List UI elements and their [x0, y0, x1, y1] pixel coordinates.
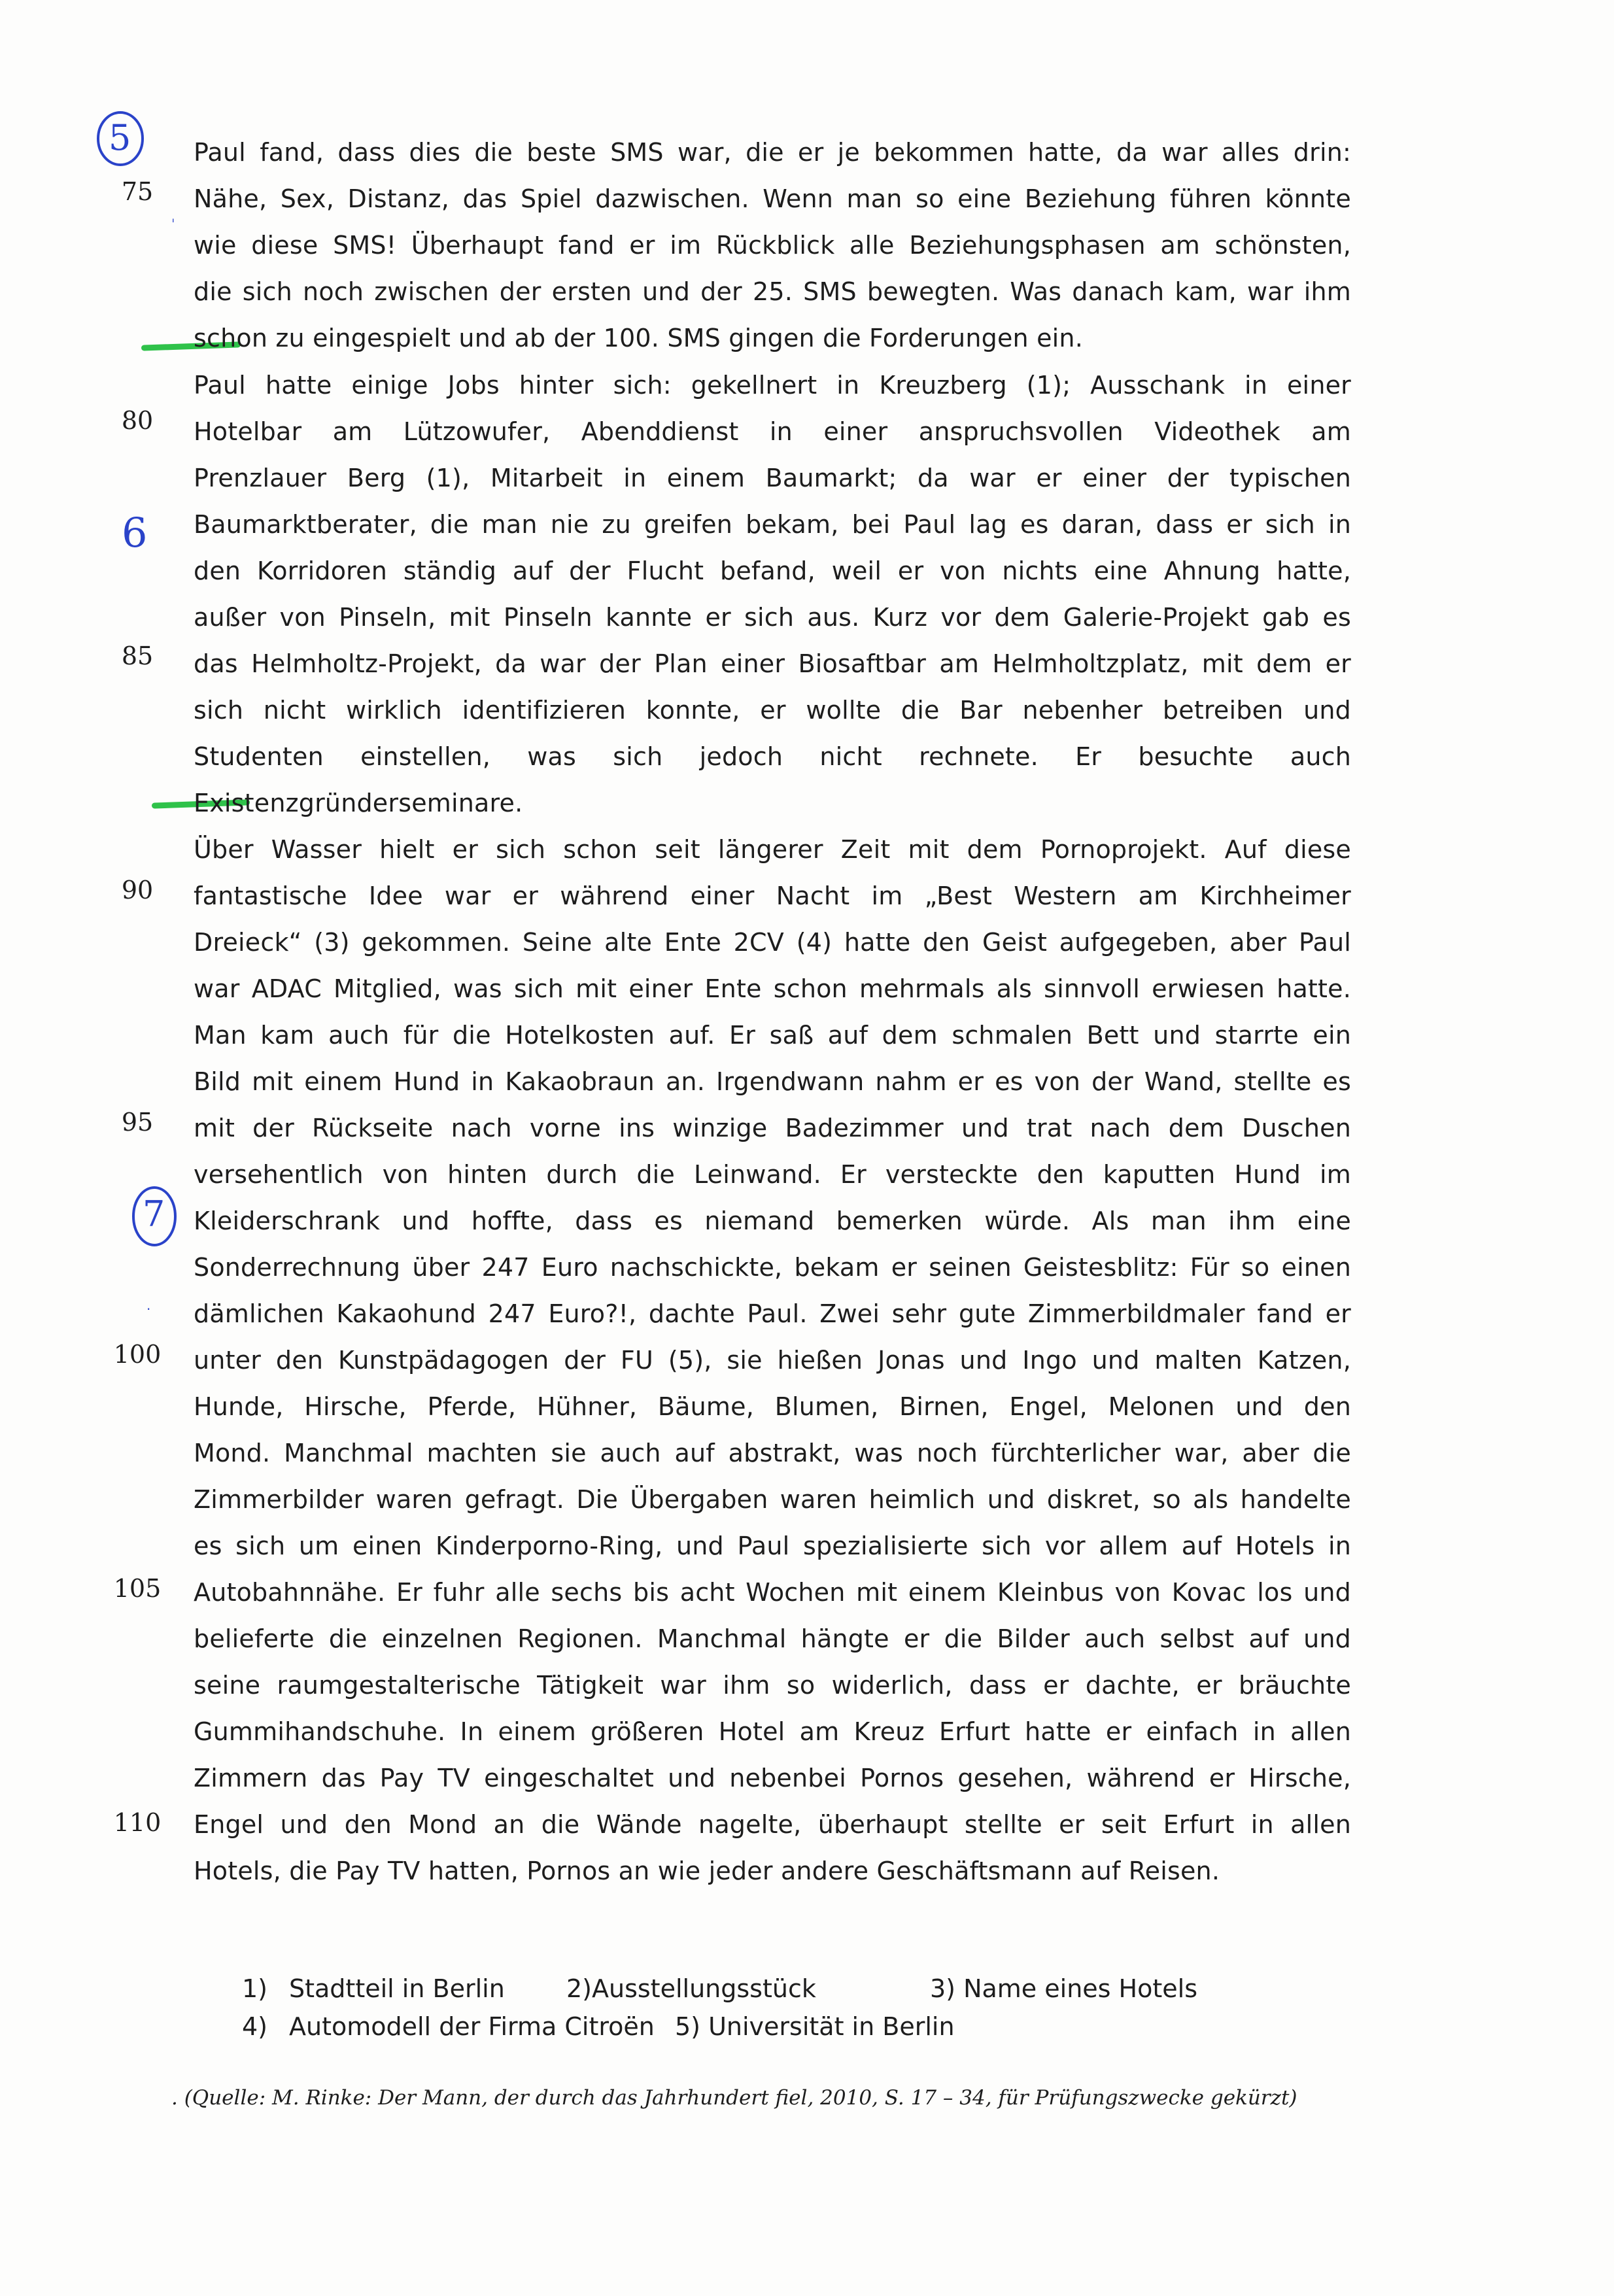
text-line: war ADAC Mitglied, was sich mit einer Ente schon mehrmals als sinnvoll erwiesen hatte.	[194, 974, 1351, 1003]
line-number: 100	[113, 1340, 162, 1369]
text-line: Hotels, die Pay TV hatten, Pornos an wie jeder andere Geschäftsmann auf Reisen.	[194, 1857, 1220, 1885]
text-line: Gummihandschuhe. In einem größeren Hotel am Kreuz Erfurt hatte er einfach in allen	[194, 1717, 1351, 1746]
text-line: Autobahnnähe. Er fuhr alle sechs bis acht Wochen mit einem Kleinbus von Kovac los und	[194, 1578, 1351, 1607]
text-line: Studenten einstellen, was sich jedoch nicht rechnete. Er besuchte auch	[194, 742, 1351, 771]
text-line: Dreieck“ (3) gekommen. Seine alte Ente 2CV (4) hatte den Geist aufgegeben, aber Paul	[194, 928, 1351, 957]
line-number: 85	[121, 642, 154, 670]
line-number: 90	[121, 876, 154, 904]
line-number: 110	[113, 1808, 162, 1837]
text-line: das Helmholtz-Projekt, da war der Plan einer Biosaftbar am Helmholtzplatz, mit dem er	[194, 649, 1351, 678]
source-citation: . (Quelle: M. Rinke: Der Mann, der durch das Jahrhundert fiel, 2010, S. 17 – 34, für Prüfungszwecke gekürzt)	[171, 2086, 1297, 2110]
text-line: Engel und den Mond an die Wände nagelte, überhaupt stellte er seit Erfurt in allen	[194, 1810, 1351, 1839]
pen-dot-mark: ·	[146, 1301, 151, 1317]
pen-tick-mark: ˌ	[171, 208, 175, 224]
handwritten-circled-number: 7	[128, 1182, 180, 1248]
text-line: den Korridoren ständig auf der Flucht befand, weil er von nichts eine Ahnung hatte,	[194, 557, 1351, 585]
text-line: fantastische Idee war er während einer Nacht im „Best Western am Kirchheimer	[194, 882, 1351, 910]
text-line: Paul fand, dass dies die beste SMS war, die er je bekommen hatte, da war alles drin:	[194, 138, 1351, 167]
handwritten-number: 6	[122, 509, 148, 557]
text-line: sich nicht wirklich identifizieren konnte, er wollte die Bar nebenher betreiben und	[194, 696, 1351, 725]
text-line: Kleiderschrank und hoffte, dass es niemand bemerken würde. Als man ihm eine	[194, 1207, 1351, 1235]
text-line: seine raumgestalterische Tätigkeit war ihm so widerlich, dass er dachte, er bräuchte	[194, 1671, 1351, 1700]
text-line: Über Wasser hielt er sich schon seit längerer Zeit mit dem Pornoprojekt. Auf diese	[194, 835, 1351, 864]
text-line: außer von Pinseln, mit Pinseln kannte er sich aus. Kurz vor dem Galerie-Projekt gab es	[194, 603, 1351, 632]
text-line: Prenzlauer Berg (1), Mitarbeit in einem Baumarkt; da war er einer der typischen	[194, 464, 1351, 492]
footnote-marker: 1)	[242, 1974, 268, 2003]
text-line: Mond. Manchmal machten sie auch auf abstrakt, was noch fürchterlicher war, aber die	[194, 1439, 1351, 1467]
line-number: 95	[121, 1108, 154, 1137]
text-line: es sich um einen Kinderporno-Ring, und Paul spezialisierte sich vor allem auf Hotels in	[194, 1532, 1351, 1560]
text-line: schon zu eingespielt und ab der 100. SMS gingen die Forderungen ein.	[194, 324, 1083, 352]
footnote-text: Stadtteil in Berlin	[289, 1974, 505, 2003]
text-line: dämlichen Kakaohund 247 Euro?!, dachte Paul. Zwei sehr gute Zimmerbildmaler fand er	[194, 1299, 1351, 1328]
text-line: unter den Kunstpädagogen der FU (5), sie hießen Jonas und Ingo und malten Katzen,	[194, 1346, 1351, 1375]
text-line: Bild mit einem Hund in Kakaobraun an. Irgendwann nahm er es von der Wand, stellte es	[194, 1067, 1351, 1096]
text-line: Zimmerbilder waren gefragt. Die Übergaben waren heimlich und diskret, so als handelte	[194, 1485, 1351, 1514]
text-line: belieferte die einzelnen Regionen. Manchmal hängte er die Bilder auch selbst auf und	[194, 1624, 1351, 1653]
text-line: Existenzgründerseminare.	[194, 789, 523, 817]
footnote-text: 2)Ausstellungsstück	[566, 1974, 816, 2003]
footnote-marker: 4)	[242, 2012, 268, 2041]
text-line: Paul hatte einige Jobs hinter sich: gekellnert in Kreuzberg (1); Ausschank in einer	[194, 371, 1351, 400]
line-number: 75	[121, 177, 154, 206]
handwritten-circled-number: 5	[92, 110, 150, 169]
text-line: Hotelbar am Lützowufer, Abenddienst in einer anspruchsvollen Videothek am	[194, 417, 1351, 446]
footnote-text: 5) Universität in Berlin	[675, 2012, 955, 2041]
text-line: Man kam auch für die Hotelkosten auf. Er saß auf dem schmalen Bett und starrte ein	[194, 1021, 1351, 1050]
footnote-text: Automodell der Firma Citroën	[289, 2012, 655, 2041]
text-line: Sonderrechnung über 247 Euro nachschickte, bekam er seinen Geistesblitz: Für so einen	[194, 1253, 1351, 1282]
text-line: versehentlich von hinten durch die Leinwand. Er versteckte den kaputten Hund im	[194, 1160, 1351, 1189]
text-line: wie diese SMS! Überhaupt fand er im Rückblick alle Beziehungsphasen am schönsten,	[194, 231, 1351, 260]
text-line: Baumarktberater, die man nie zu greifen bekam, bei Paul lag es daran, dass er sich in	[194, 510, 1351, 539]
footnote-text: 3) Name eines Hotels	[930, 1974, 1198, 2003]
line-number: 80	[121, 406, 154, 435]
text-line: Zimmern das Pay TV eingeschaltet und nebenbei Pornos gesehen, während er Hirsche,	[194, 1764, 1351, 1792]
text-line: mit der Rückseite nach vorne ins winzige Badezimmer und trat nach dem Duschen	[194, 1114, 1351, 1142]
text-line: die sich noch zwischen der ersten und der 25. SMS bewegten. Was danach kam, war ihm	[194, 277, 1351, 306]
text-line: Nähe, Sex, Distanz, das Spiel dazwischen. Wenn man so eine Beziehung führen könnte	[194, 184, 1351, 213]
text-line: Hunde, Hirsche, Pferde, Hühner, Bäume, Blumen, Birnen, Engel, Melonen und den	[194, 1392, 1351, 1421]
line-number: 105	[113, 1574, 162, 1603]
